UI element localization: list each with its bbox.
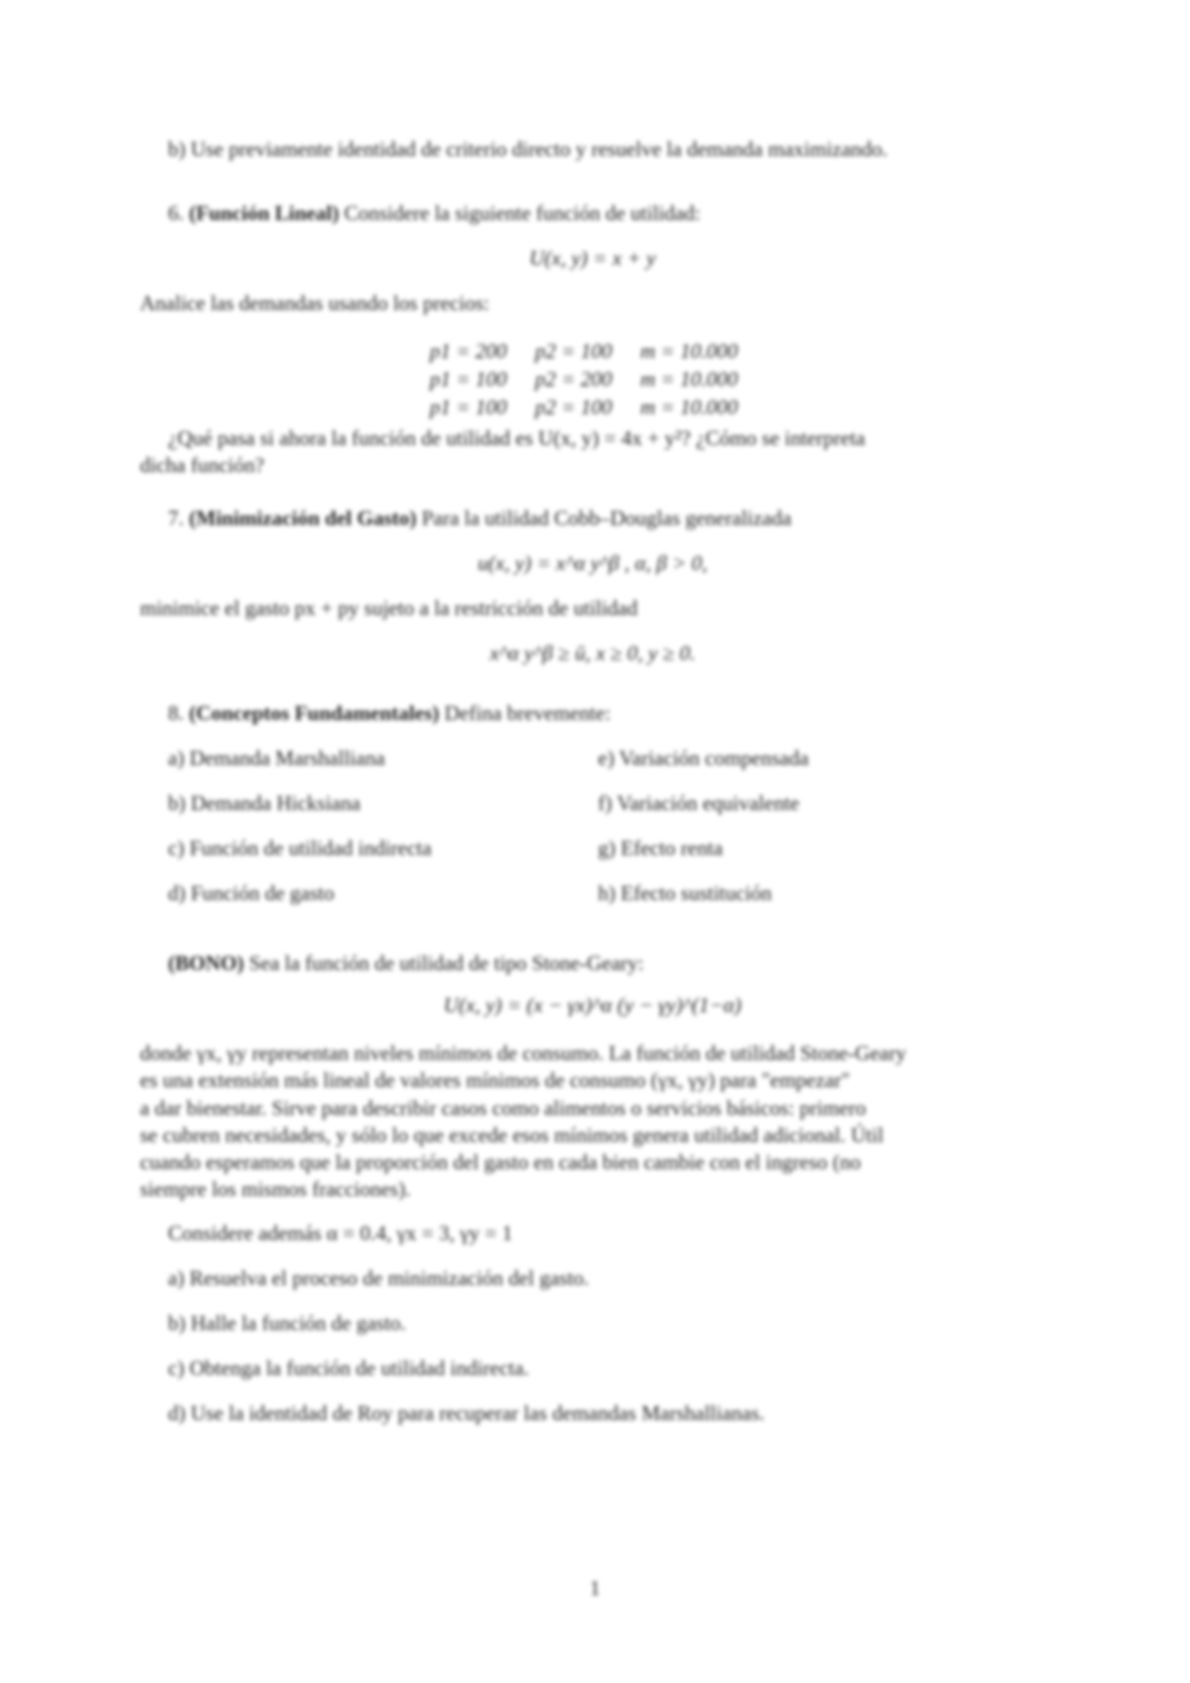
price-cell: p1 = 200 (429, 339, 507, 363)
definition-item: h) Efecto sustitución (598, 881, 772, 905)
question-6-intro: Analice las demandas usando los precios: (140, 291, 490, 315)
question-6-followup-1: ¿Qué pasa si ahora la función de utilidad es U(x, y) = 4x + y²? ¿Cómo se interpreta (168, 426, 866, 450)
price-cell: m = 10.000 (640, 367, 738, 391)
paragraph-line: es una extensión más lineal de valores mínimos de consumo (γx, γy) para "empezar" (140, 1068, 850, 1093)
page-number: 1 (589, 1576, 601, 1600)
paragraph-line: donde γx, γy representan niveles mínimos de consumo. La función de utilidad Stone-Geary (140, 1041, 907, 1065)
paragraph-line: se cubren necesidades, y sólo lo que excede esos mínimos genera utilidad adicional. Útil (140, 1122, 884, 1147)
price-cell: p1 = 100 (429, 395, 507, 419)
question-number: 6. (168, 201, 184, 225)
bonus-part: b) Halle la función de gasto. (168, 1311, 406, 1335)
question-number: 7. (168, 506, 184, 530)
price-cell: p2 = 100 (535, 395, 613, 419)
price-cell: p1 = 100 (429, 367, 507, 391)
price-cell: p2 = 100 (535, 339, 613, 363)
price-row (0, 338, 1190, 366)
definition-item: a) Demanda Marshalliana (168, 746, 385, 770)
question-7-constraint: x^α y^β ≥ ū, x ≥ 0, y ≥ 0. (489, 641, 696, 665)
definition-item: d) Función de gasto (168, 881, 335, 905)
question-text: Considere la siguiente función de utilidad: (344, 201, 701, 225)
price-cell: m = 10.000 (640, 395, 738, 419)
question-title: (BONO) (168, 951, 244, 975)
bonus-equation: U(x, y) = (x − γx)^α (y − γy)^(1−α) (443, 993, 742, 1017)
question-7-intro: minimice el gasto px + py sujeto a la restricción de utilidad (140, 596, 638, 620)
question-number: 8. (168, 701, 184, 725)
price-table (0, 338, 1190, 422)
price-cell: m = 10.000 (640, 339, 738, 363)
question-7-heading (140, 505, 1045, 532)
question-text: Defina brevemente: (444, 701, 611, 725)
bonus-heading (140, 950, 1045, 977)
paragraph-line: siempre los mismos fracciones). (140, 1177, 411, 1202)
bonus-part: c) Obtenga la función de utilidad indirecta. (168, 1356, 529, 1380)
bonus-consider: Considere además α = 0.4, γx = 3, γy = 1 (168, 1221, 513, 1245)
price-row (0, 394, 1190, 422)
item-b-line: b) Use previamente identidad de criterio directo y resuelve la demanda maximizando. (168, 137, 888, 161)
question-6-equation: U(x, y) = x + y (529, 246, 656, 270)
question-title: (Función Lineal) (189, 201, 339, 225)
definition-item: f) Variación equivalente (598, 791, 800, 815)
question-7-equation: u(x, y) = x^α y^β , α, β > 0, (477, 551, 708, 575)
definition-item: b) Demanda Hicksiana (168, 791, 361, 815)
question-6-followup-2: dicha función? (140, 453, 265, 477)
bonus-part: d) Use la identidad de Roy para recuperar las demandas Marshallianas. (168, 1401, 765, 1425)
definition-item: g) Efecto renta (598, 836, 723, 860)
bonus-part: a) Resuelva el proceso de minimización del gasto. (168, 1266, 590, 1290)
question-text: Sea la función de utilidad de tipo Stone-Geary: (249, 951, 644, 975)
paragraph-line: a dar bienestar. Sirve para describir casos como alimentos o servicios básicos: primero (140, 1095, 867, 1120)
price-cell: p2 = 200 (535, 367, 613, 391)
paragraph-line: cuando esperamos que la proporción del gasto en cada bien cambie con el ingreso (no (140, 1150, 861, 1175)
definition-item: c) Función de utilidad indirecta (168, 836, 432, 860)
question-8-heading (140, 700, 1045, 727)
definition-item: e) Variación compensada (598, 746, 809, 770)
question-6-heading (140, 200, 1045, 227)
question-text: Para la utilidad Cobb–Douglas generalizada (421, 506, 792, 530)
question-title: (Conceptos Fundamentales) (189, 701, 440, 725)
question-title: (Minimización del Gasto) (189, 506, 417, 530)
bonus-paragraph (140, 1040, 1045, 1204)
price-row (0, 366, 1190, 394)
